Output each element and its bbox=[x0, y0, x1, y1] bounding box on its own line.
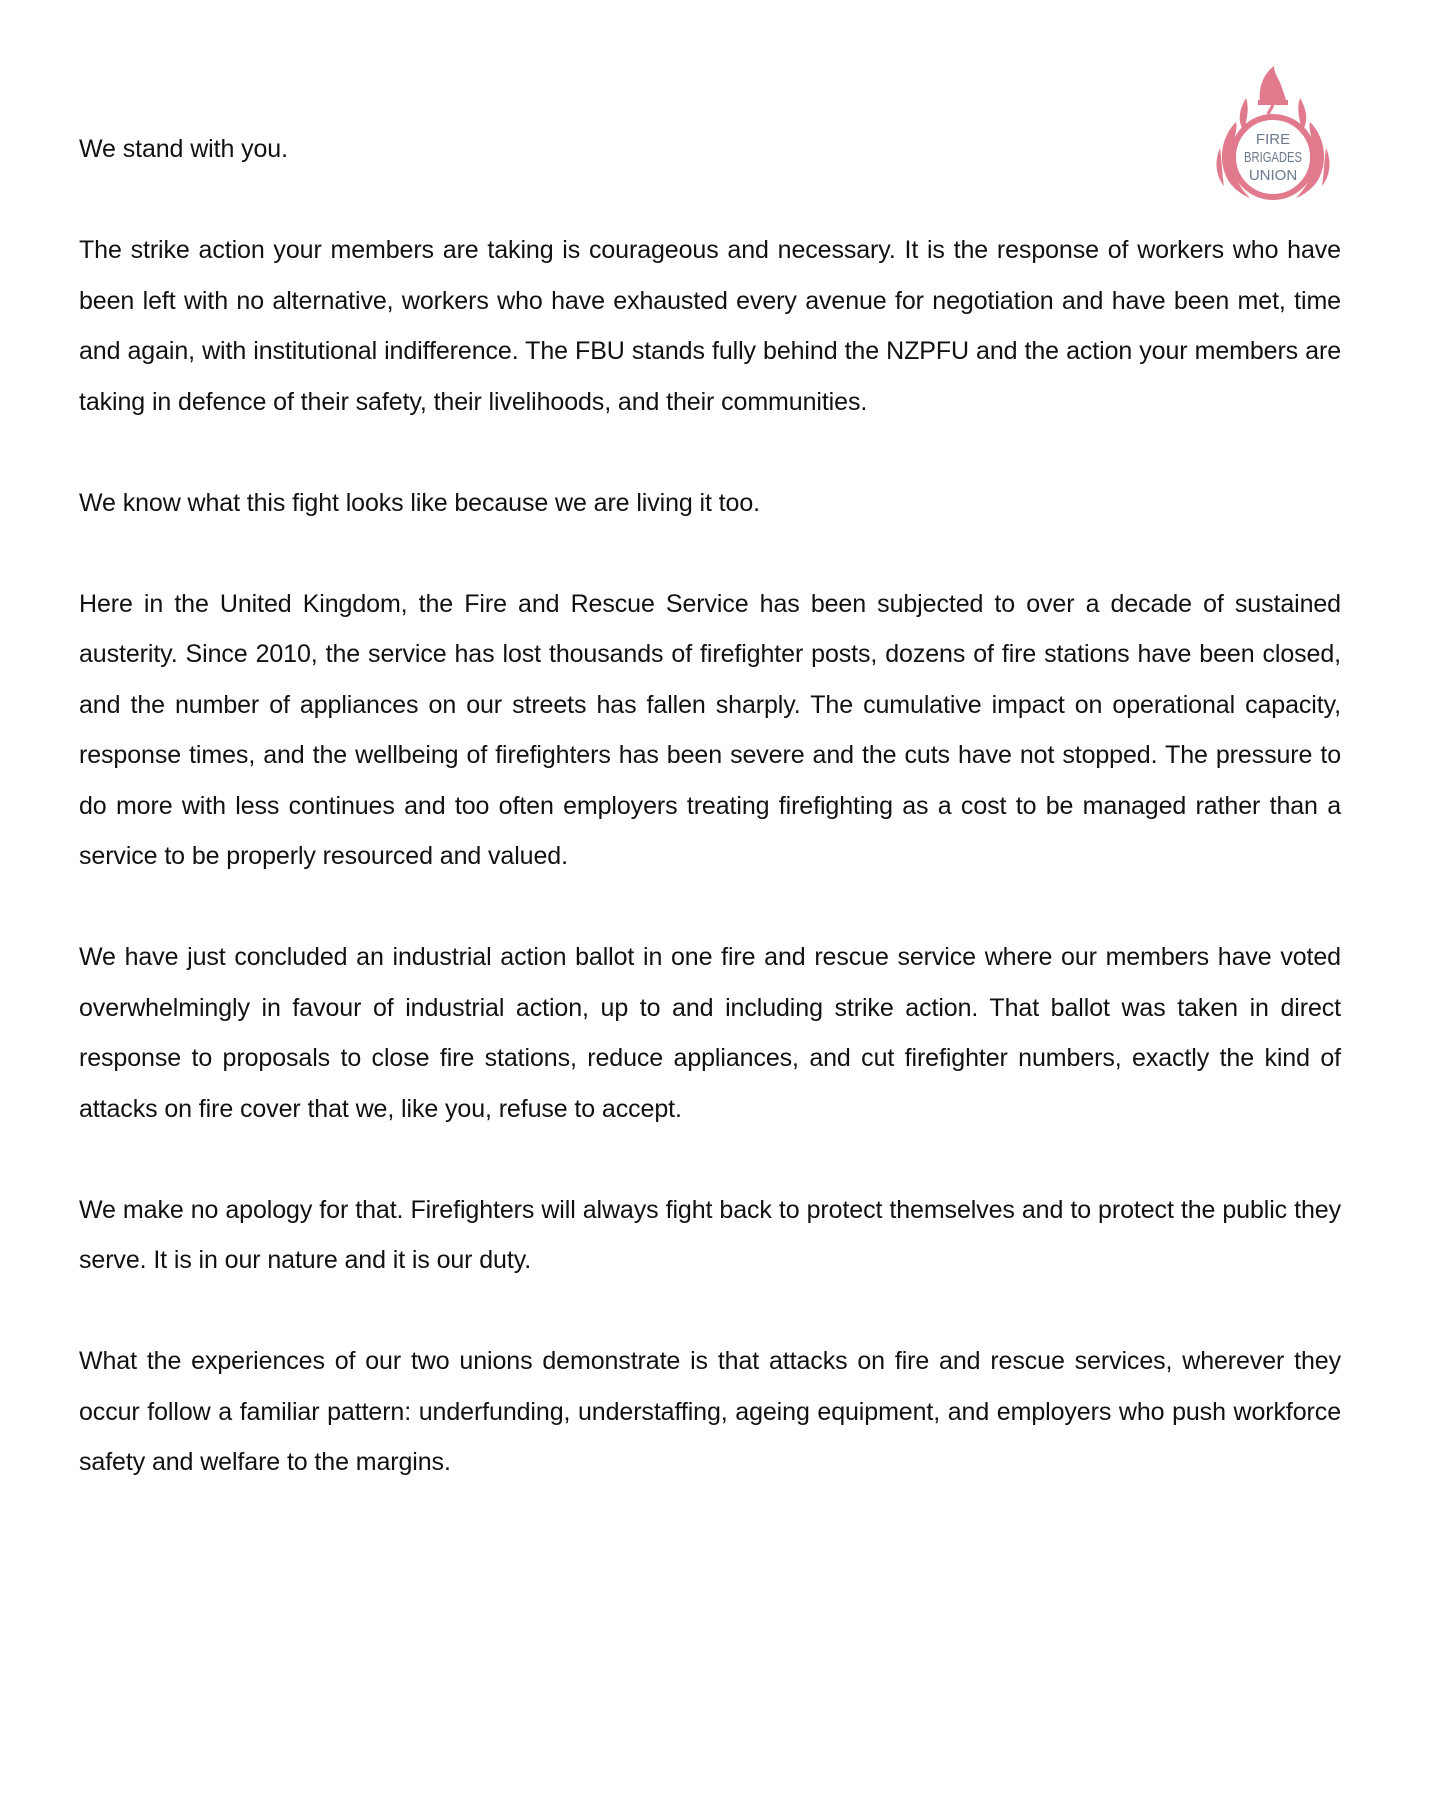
paragraph-uk-austerity: Here in the United Kingdom, the Fire and Rescue Service has been subjected to over a decade of sustained austerity. Since 2010, the service has lost thousands of firefighter posts, dozens of fire stations have been closed, and the number of appliances on our streets has fallen sharply. The cumulative impact on operational capacity, response times, and the wellbeing of firefighters has been severe and the cuts have not stopped. The pressure to do more with less continues and too often employers treating firefighting as a cost to be managed rather than a service to be properly resourced and valued. bbox=[79, 589, 1341, 870]
paragraph-common-pattern: What the experiences of our two unions demonstrate is that attacks on fire and rescue services, wherever they occur follow a familiar pattern: underfunding, understaffing, ageing equipment, and employers who push workforce safety and welfare to the margins. bbox=[79, 1347, 1341, 1476]
paragraph-strike-support: The strike action your members are taking is courageous and necessary. It is the response of workers who have been left with no alternative, workers who have exhausted every avenue for negotiation and have been met, time and again, with institutional indifference. The FBU stands fully behind the NZPFU and the action your members are taking in defence of their safety, their livelihoods, and their communities. bbox=[79, 236, 1341, 416]
paragraph-ballot: We have just concluded an industrial action ballot in one fire and rescue service where our members have voted overwhelmingly in favour of industrial action, up to and including strike action. That ballot was taken in direct response to proposals to close fire stations, reduce appliances, and cut firefighter numbers, exactly the kind of attacks on fire cover that we, like you, refuse to accept. bbox=[79, 943, 1341, 1123]
paragraph-greeting: We stand with you. bbox=[79, 135, 288, 163]
paragraph-no-apology: We make no apology for that. Firefighters will always fight back to protect themselves and to protect the public they serve. It is in our nature and it is our duty. bbox=[79, 1195, 1341, 1274]
paragraph-shared-fight: We know what this fight looks like because we are living it too. bbox=[79, 488, 760, 517]
letter-body bbox=[79, 124, 1341, 1488]
svg-text:BRIGADES: BRIGADES bbox=[1244, 149, 1302, 166]
svg-text:UNION: UNION bbox=[1248, 167, 1298, 184]
svg-text:FIRE: FIRE bbox=[1255, 131, 1291, 148]
